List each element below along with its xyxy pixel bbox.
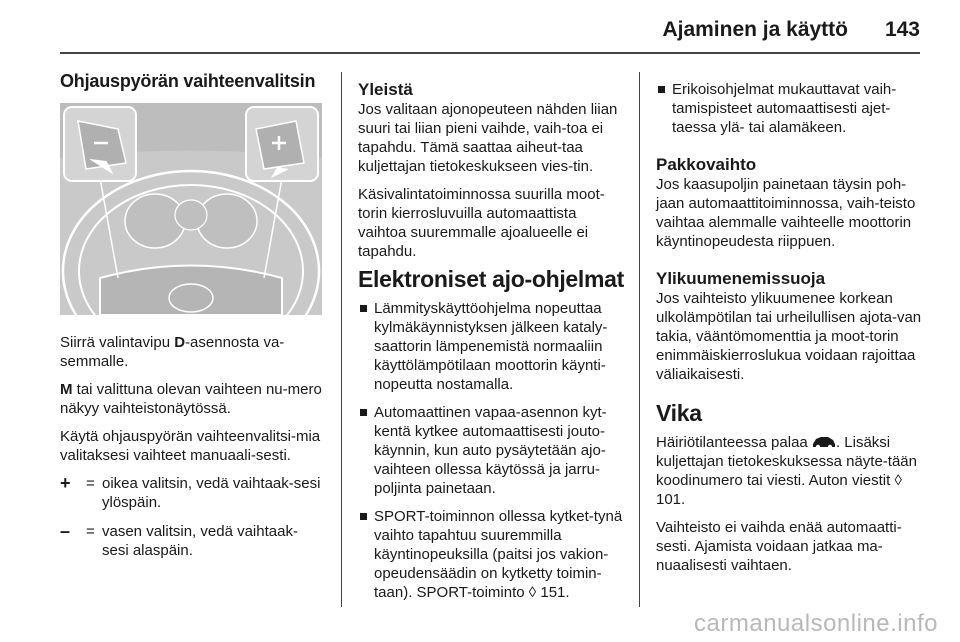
paragraph: Käsivalintatoiminnossa suurilla moot-torin kierrosluvuilla automaattista vaihtoa suuremmalle ajoalueelle ei tapahdu. — [358, 186, 605, 260]
column-divider — [341, 72, 342, 607]
car-fault-icon — [812, 435, 836, 449]
subheading: Yleistä — [358, 80, 413, 99]
list-item: Automaattinen vapaa-asennon kyt-kentä kytkee automaattisesti jouto-käynnin, kun auto pysäytetään ajo-vaihteen ollessa käytössä ja jarru-poljinta painetaan. — [358, 403, 624, 498]
subheading: Pakkovaihto — [656, 155, 757, 174]
page-number: 143 — [884, 18, 920, 41]
definition-row: – = vasen valitsin, vedä vaihtaak-sesi alaspäin. — [60, 521, 298, 559]
column-right — [656, 80, 924, 584]
definition-row: + = oikea valitsin, vedä vaihtaak-sesi ylöspäin. — [60, 473, 321, 511]
paragraph: Häiriötilanteessa palaa . Lisäksi kuljettajan tietokeskuksessa näyte-tään koodinumero tai viesti. Auton viestit ◊ 101. — [656, 434, 917, 508]
header-rule — [60, 52, 920, 54]
list-item: Lämmityskäyttöohjelma nopeuttaa kylmäkäynnistyksen jälkeen kataly-saattorin lämpenemistä normaaliin käyttölämpötilaan moottorin käynti-nopeutta nostamalla. — [358, 299, 624, 394]
list-item: Erikoisohjelmat mukauttavat vaih-tamispisteet automaattisesti ajet-taessa ylä- tai alamäkeen. — [656, 80, 924, 137]
watermark: carmanualsonline.info — [694, 610, 938, 637]
steering-wheel-illustration — [60, 103, 322, 315]
plus-icon: + — [60, 473, 71, 493]
section-heading: Vika — [656, 400, 702, 426]
paragraph: Jos valitaan ajonopeuteen nähden liian suuri tai liian pieni vaihde, vaih-toa ei tapahdu. Tämä saattaa aiheut-taa kuljettajan tietokeskukseen vies-tin. — [358, 101, 618, 175]
paragraph: M tai valittuna olevan vaihteen nu-mero näkyy vaihteistonäytössä. — [60, 381, 322, 417]
bullet-list — [358, 299, 624, 602]
column-divider — [639, 72, 640, 607]
paragraph: Vaihteisto ei vaihda enää automaatti-sesti. Ajamista voidaan jatkaa ma-nuaalisesti vaihtaen. — [656, 519, 902, 574]
column-middle — [358, 80, 624, 611]
section-heading: Ohjauspyörän vaihteenvalitsin — [60, 71, 316, 91]
header-title: Ajaminen ja käyttö — [662, 18, 848, 41]
paragraph: Siirrä valintavipu D-asennosta va-semmalle. — [60, 334, 285, 370]
bullet-list — [656, 80, 924, 137]
list-item: SPORT-toiminnon ollessa kytket-tynä vaihto tapahtuu suuremmilla käyntinopeuksilla (paitsi jos vakion-opeudensäädin on kytketty toimin-taan). SPORT-toiminto ◊ 151. — [358, 507, 624, 602]
paragraph: Käytä ohjauspyörän vaihteenvalitsi-mia valitaksesi vaihteet manuaali-sesti. — [60, 428, 321, 464]
subheading: Ylikuumenemissuoja — [656, 269, 826, 288]
paragraph: Jos vaihteisto ylikuumenee korkean ulkolämpötilan tai urheilullisen ajota-van takia, vääntömomenttia ja moot-torin enimmäiskierroslukua voidaan rajoittaa väliaikaisesti. — [656, 290, 922, 383]
paragraph: Jos kaasupoljin painetaan täysin poh-jaan automaattitoiminnossa, vaih-teisto vaihtaa alemmalle vaihteelle moottorin käyntinopeudesta riippuen. — [656, 176, 916, 250]
minus-icon: – — [60, 521, 71, 541]
column-left — [60, 72, 322, 570]
section-heading: Elektroniset ajo-ohjelmat — [358, 266, 625, 292]
